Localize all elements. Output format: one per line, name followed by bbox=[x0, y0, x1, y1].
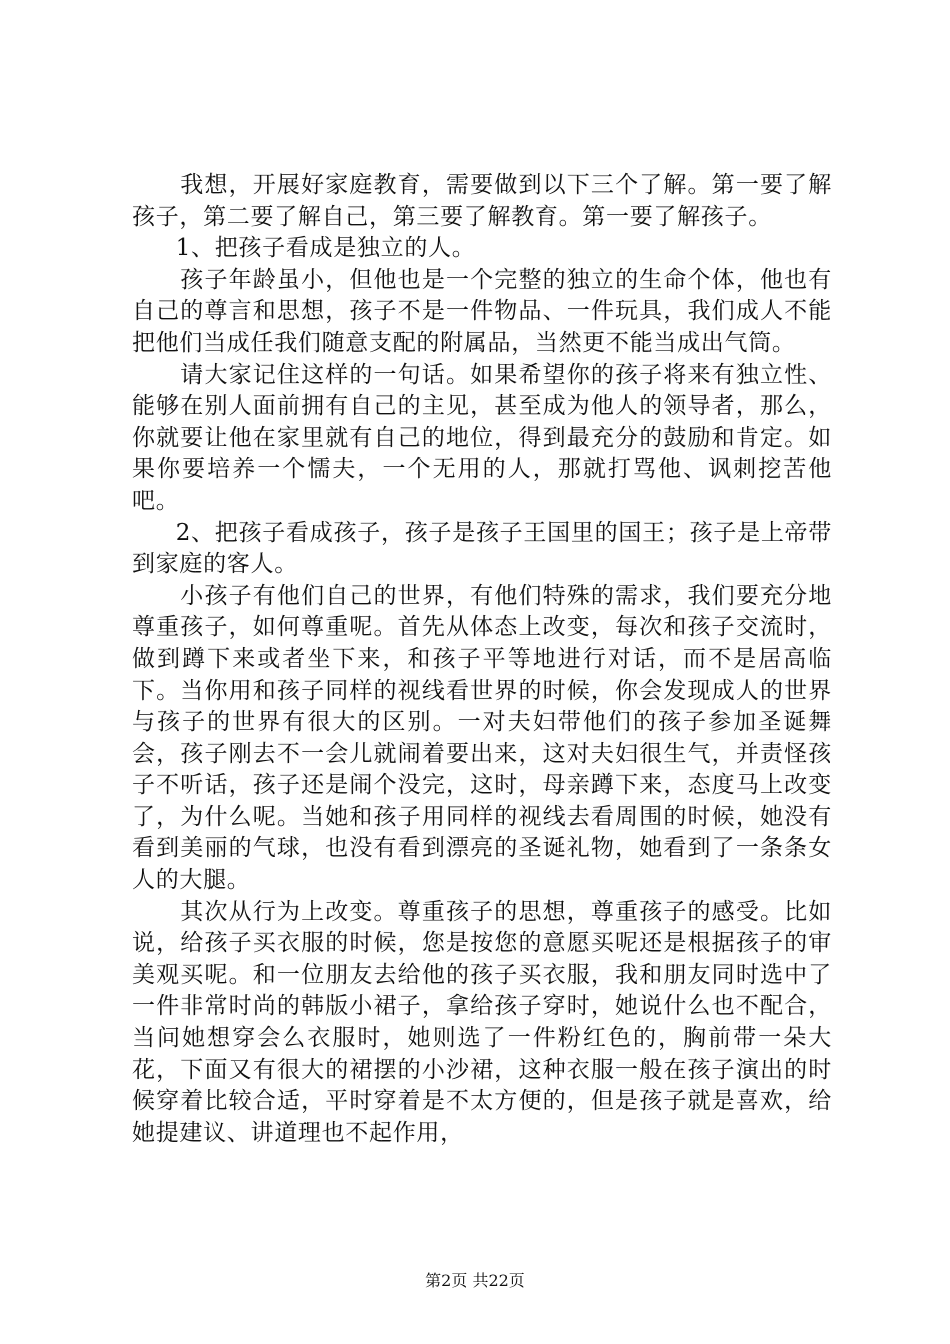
paragraph-independent-life: 孩子年龄虽小，但他也是一个完整的独立的生命个体，他也有自己的尊言和思想，孩子不是一件物品、一件玩具，我们成人不能把他们当成任我们随意支配的附属品，当然更不能当成出气筒。 bbox=[132, 266, 832, 356]
heading-point-1: 1、把孩子看成是独立的人。 bbox=[175, 235, 476, 262]
heading-point-2: 2、把孩子看成孩子，孩子是孩子王国里的国王；孩子是上帝带到家庭的客人。 bbox=[132, 519, 832, 578]
page-footer: 第2页 共22页 bbox=[425, 1271, 525, 1290]
paragraph-behavior-change: 其次从行为上改变。尊重孩子的思想，尊重孩子的感受。比如说，给孩子买衣服的时候，您是按您的意愿买呢还是根据孩子的审美观买呢。和一位朋友去给他的孩子买衣服，我和朋友同时选中了一件非常时尚的韩版小裙子，拿给孩子穿时，她说什么也不配合，当问她想穿会么衣服时，她则选了一件粉红色的，胸前带一朵大花，下面又有很大的裙摆的小沙裙，这种衣服一般在孩子演出的时候穿着比较合适，平时穿着是不太方便的，但是孩子就是喜欢，给她提建议、讲道理也不起作用， bbox=[132, 898, 832, 1146]
paragraph-intro: 我想，开展好家庭教育，需要做到以下三个了解。第一要了解孩子，第二要了解自己，第三要了解教育。第一要了解孩子。 bbox=[132, 172, 832, 230]
document-body bbox=[132, 170, 832, 1149]
paragraph-childs-world: 小孩子有他们自己的世界，有他们特殊的需求，我们要充分地尊重孩子，如何尊重呢。首先从体态上改变，每次和孩子交流时，做到蹲下来或者坐下来，和孩子平等地进行对话，而不是居高临下。当你用和孩子同样的视线看世界的时候，你会发现成人的世界与孩子的世界有很大的区别。一对夫妇带他们的孩子参加圣诞舞会，孩子刚去不一会儿就闹着要出来，这对夫妇很生气，并责怪孩子不听话，孩子还是闹个没完，这时，母亲蹲下来，态度马上改变了，为什么呢。当她和孩子用同样的视线去看周围的时候，她没有看到美丽的气球，也没有看到漂亮的圣诞礼物，她看到了一条条女人的大腿。 bbox=[132, 582, 832, 894]
paragraph-remember-saying: 请大家记住这样的一句话。如果希望你的孩子将来有独立性、能够在别人面前拥有自己的主见，甚至成为他人的领导者，那么，你就要让他在家里就有自己的地位，得到最充分的鼓励和肯定。如果你要培养一个懦夫，一个无用的人，那就打骂他、讽刺挖苦他吧。 bbox=[132, 361, 832, 514]
